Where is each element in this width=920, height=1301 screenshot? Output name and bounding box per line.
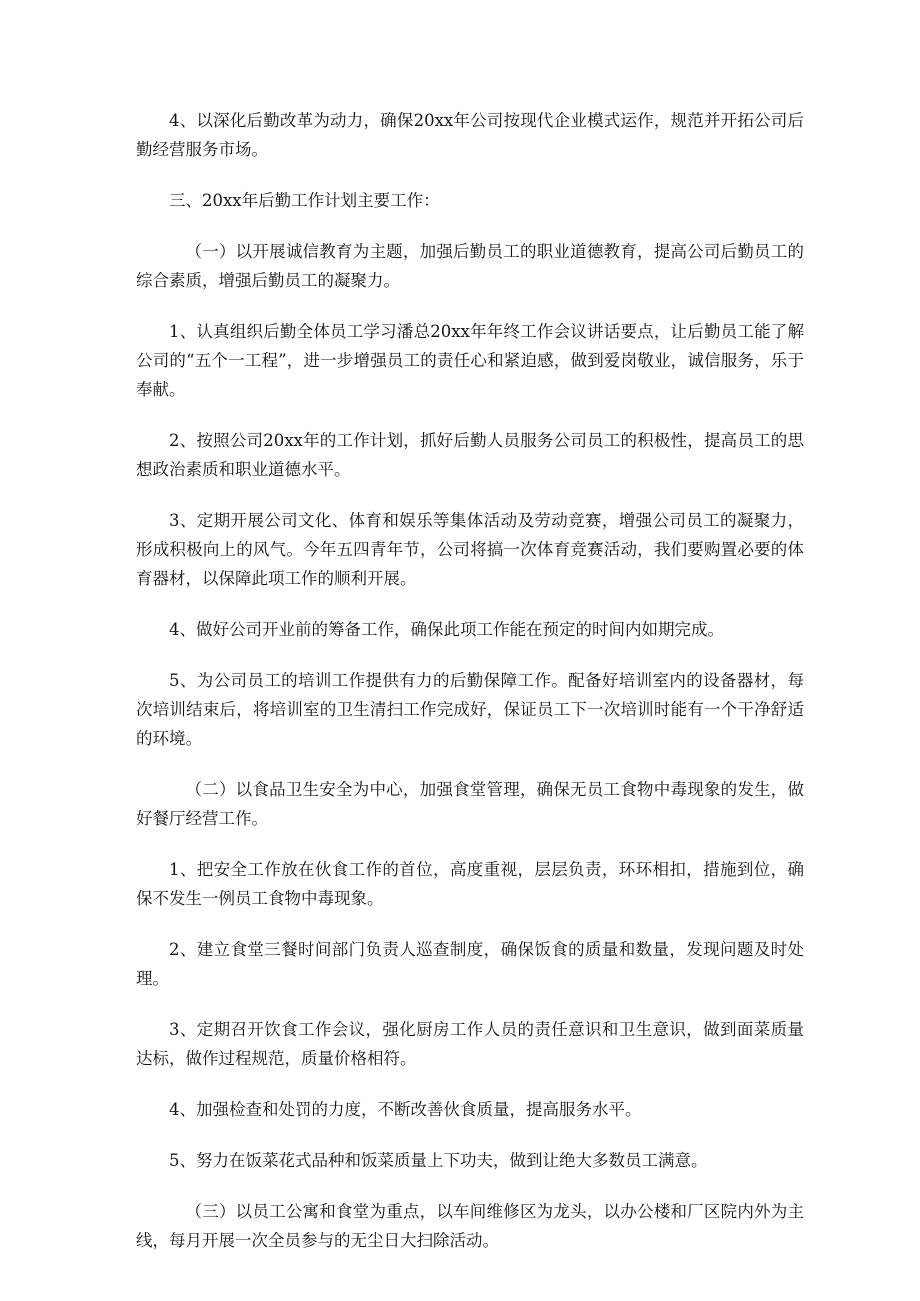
paragraph: 4、加强检查和处罚的力度，不断改善伙食质量，提高服务水平。 [169, 1100, 642, 1119]
subsection-heading: （二）以食品卫生安全为中心，加强食堂管理，确保无员工食物中毒现象的发生，做好餐厅经营工作。 [136, 780, 804, 828]
paragraph: 4、以深化后勤改革为动力，确保20xx年公司按现代企业模式运作，规范并开拓公司后勤经营服务市场。 [136, 111, 804, 159]
paragraph: 3、定期开展公司文化、体育和娱乐等集体活动及劳动竞赛，增强公司员工的凝聚力，形成积极向上的风气。今年五四青年节，公司将搞一次体育竞赛活动，我们要购置必要的体育器材，以保障此项工作的顺利开展。 [136, 511, 804, 588]
paragraph: 3、定期召开饮食工作会议，强化厨房工作人员的责任意识和卫生意识，做到面菜质量达标，做作过程规范，质量价格相符。 [136, 1020, 804, 1068]
paragraph: 2、建立食堂三餐时间部门负责人巡查制度，确保饭食的质量和数量，发现问题及时处理。 [136, 940, 804, 988]
paragraph: 1、把安全工作放在伙食工作的首位，高度重视，层层负责，环环相扣，措施到位，确保不发生一例员工食物中毒现象。 [136, 860, 804, 908]
paragraph: 5、为公司员工的培训工作提供有力的后勤保障工作。配备好培训室内的设备器材，每次培训结束后，将培训室的卫生清扫工作完成好，保证员工下一次培训时能有一个干净舒适的环境。 [136, 671, 804, 748]
subsection-heading: （三）以员工公寓和食堂为重点，以车间维修区为龙头，以办公楼和厂区院内外为主线，每月开展一次全员参与的无尘日大扫除活动。 [136, 1202, 804, 1250]
section-heading: 三、20xx年后勤工作计划主要工作： [169, 191, 440, 210]
subsection-heading: （一）以开展诚信教育为主题，加强后勤员工的职业道德教育，提高公司后勤员工的综合素质，增强后勤员工的凝聚力。 [136, 242, 804, 290]
paragraph: 2、按照公司20xx年的工作计划，抓好后勤人员服务公司员工的积极性，提高员工的思想政治素质和职业道德水平。 [136, 431, 804, 479]
paragraph: 4、做好公司开业前的筹备工作，确保此项工作能在预定的时间内如期完成。 [169, 620, 724, 639]
document-body [136, 106, 804, 1277]
paragraph: 5、努力在饭菜花式品种和饭菜质量上下功夫，做到让绝大多数员工满意。 [169, 1151, 708, 1170]
paragraph: 1、认真组织后勤全体员工学习潘总20xx年年终工作会议讲话要点，让后勤员工能了解公司的“五个一工程”，进一步增强员工的责任心和紧迫感，做到爱岗敬业，诚信服务，乐于奉献。 [136, 322, 804, 399]
